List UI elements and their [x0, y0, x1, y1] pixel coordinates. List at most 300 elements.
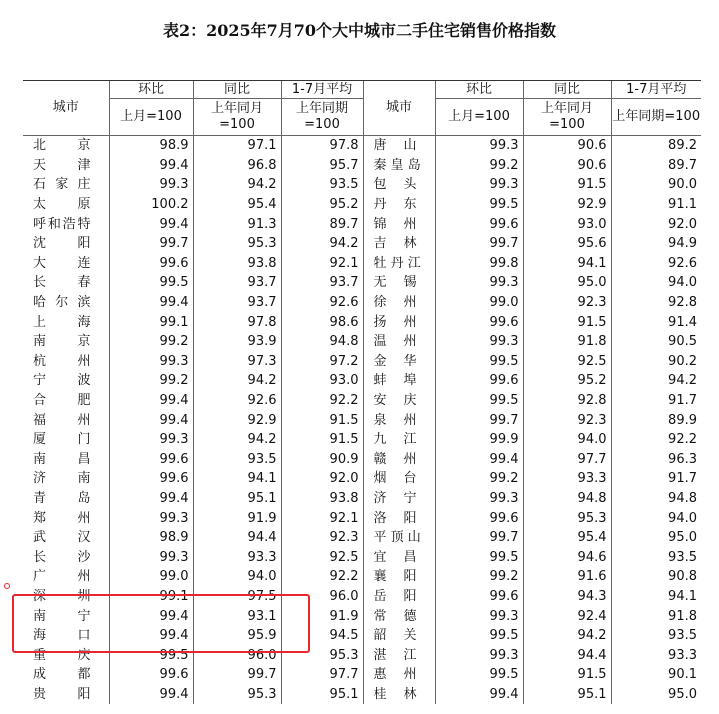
mom-cell: 99.2	[109, 371, 193, 391]
city-cell	[363, 508, 435, 528]
avg-cell: 90.8	[611, 567, 701, 587]
city-name: 无 锡	[373, 275, 417, 291]
yoy-cell: 94.2	[193, 371, 281, 391]
city-cell	[363, 547, 435, 567]
city-name: 平 顶 山	[373, 530, 421, 546]
yoy-cell: 97.3	[193, 352, 281, 372]
mom-cell: 99.6	[435, 312, 523, 332]
yoy-header-right: 同比	[523, 81, 611, 99]
city-cell	[363, 234, 435, 254]
city-name: 合 肥	[33, 393, 91, 409]
avg-cell: 92.6	[611, 254, 701, 274]
yoy-cell: 94.4	[193, 528, 281, 548]
avg-cell: 94.2	[611, 371, 701, 391]
avg-cell: 91.7	[611, 469, 701, 489]
highlight-box	[12, 594, 310, 653]
mom-cell: 99.3	[435, 136, 523, 156]
avg-cell: 89.7	[281, 214, 363, 234]
avg-cell: 94.0	[611, 273, 701, 293]
city-cell	[363, 391, 435, 411]
mom-cell: 99.6	[109, 450, 193, 470]
mom-cell: 99.8	[435, 254, 523, 274]
city-name: 贵 阳	[33, 686, 91, 702]
city-cell	[363, 312, 435, 332]
yoy-cell: 97.1	[193, 136, 281, 156]
avg-cell: 90.9	[281, 450, 363, 470]
yoy-base-right: 上年同月=100	[523, 99, 611, 136]
mom-cell: 99.6	[109, 254, 193, 274]
city-cell	[363, 352, 435, 372]
city-name: 宁 波	[33, 373, 91, 389]
avg-cell: 95.0	[611, 528, 701, 548]
yoy-base-left: 上年同月=100	[193, 99, 281, 136]
mom-cell: 100.2	[109, 195, 193, 215]
mom-cell: 99.2	[435, 469, 523, 489]
city-name: 桂 林	[373, 686, 417, 702]
city-name: 温 州	[373, 334, 417, 350]
city-name: 福 州	[33, 412, 91, 428]
city-header-right: 城市	[363, 81, 435, 136]
mom-cell: 99.6	[435, 371, 523, 391]
yoy-cell: 93.7	[193, 273, 281, 293]
table-row	[23, 450, 701, 470]
mom-cell: 99.5	[435, 391, 523, 411]
avg-cell: 94.8	[281, 332, 363, 352]
city-name: 吉 林	[373, 236, 417, 252]
mom-cell: 99.7	[435, 234, 523, 254]
table-row	[23, 410, 701, 430]
city-cell	[363, 175, 435, 195]
yoy-cell: 92.9	[523, 195, 611, 215]
city-name: 济 宁	[373, 490, 417, 506]
yoy-cell: 95.3	[193, 685, 281, 705]
table-row	[23, 332, 701, 352]
yoy-cell: 97.8	[193, 312, 281, 332]
yoy-cell: 95.6	[523, 234, 611, 254]
avg-cell: 90.2	[611, 352, 701, 372]
avg-cell: 97.8	[281, 136, 363, 156]
avg-cell: 95.0	[611, 685, 701, 705]
city-name: 丹 东	[373, 197, 417, 213]
avg-cell: 94.1	[611, 587, 701, 607]
city-cell	[23, 371, 109, 391]
yoy-cell: 95.4	[193, 195, 281, 215]
yoy-cell: 93.0	[523, 214, 611, 234]
city-cell	[363, 626, 435, 646]
avg-cell: 96.3	[611, 450, 701, 470]
city-cell	[23, 293, 109, 313]
yoy-cell: 91.3	[193, 214, 281, 234]
mom-cell: 99.3	[109, 175, 193, 195]
avg-cell: 92.5	[281, 547, 363, 567]
mom-cell: 99.3	[435, 273, 523, 293]
city-cell	[363, 332, 435, 352]
mom-cell: 99.3	[109, 352, 193, 372]
yoy-cell: 95.0	[523, 273, 611, 293]
city-name: 成 都	[33, 667, 91, 683]
city-name: 南 宁	[33, 608, 91, 624]
mom-header-right: 环比	[435, 81, 523, 99]
city-name: 牡 丹 江	[373, 255, 421, 271]
city-name: 长 沙	[33, 549, 91, 565]
city-name: 哈 尔 滨	[33, 295, 91, 311]
table-row	[23, 567, 701, 587]
mom-cell: 99.5	[435, 195, 523, 215]
yoy-cell: 92.4	[523, 606, 611, 626]
city-name: 常 德	[373, 608, 417, 624]
yoy-cell: 92.9	[193, 410, 281, 430]
avg-cell: 90.5	[611, 332, 701, 352]
avg-cell: 94.5	[281, 626, 363, 646]
city-cell	[23, 352, 109, 372]
avg-cell: 91.5	[281, 410, 363, 430]
city-cell	[23, 685, 109, 705]
city-name: 厦 门	[33, 432, 91, 448]
avg-cell: 95.2	[281, 195, 363, 215]
yoy-cell: 90.6	[523, 156, 611, 176]
city-cell	[363, 665, 435, 685]
avg-cell: 92.3	[281, 528, 363, 548]
avg-cell: 97.7	[281, 665, 363, 685]
mom-cell: 99.7	[435, 410, 523, 430]
mom-cell: 99.4	[109, 685, 193, 705]
city-name: 太 原	[33, 197, 91, 213]
yoy-cell: 94.2	[193, 430, 281, 450]
avg-cell: 93.5	[281, 175, 363, 195]
avg-base-left: 上年同期=100	[281, 99, 363, 136]
yoy-cell: 93.8	[193, 254, 281, 274]
city-cell	[363, 528, 435, 548]
mom-header-left: 环比	[109, 81, 193, 99]
avg-cell: 94.8	[611, 489, 701, 509]
city-cell	[23, 547, 109, 567]
mom-cell: 99.2	[435, 567, 523, 587]
avg-cell: 92.0	[611, 214, 701, 234]
yoy-cell: 93.7	[193, 293, 281, 313]
marker-dot	[4, 583, 10, 589]
avg-cell: 90.1	[611, 665, 701, 685]
mom-cell: 99.4	[109, 391, 193, 411]
city-name: 广 州	[33, 569, 91, 585]
mom-cell: 99.4	[109, 410, 193, 430]
city-name: 海 口	[33, 628, 91, 644]
city-cell	[23, 254, 109, 274]
city-name: 杭 州	[33, 353, 91, 369]
city-cell	[23, 175, 109, 195]
table-row	[23, 312, 701, 332]
avg-cell: 90.0	[611, 175, 701, 195]
avg-cell: 93.7	[281, 273, 363, 293]
city-cell	[363, 606, 435, 626]
avg-cell: 98.6	[281, 312, 363, 332]
mom-cell: 99.3	[435, 332, 523, 352]
city-cell	[23, 391, 109, 411]
city-cell	[363, 293, 435, 313]
table-row	[23, 665, 701, 685]
avg-cell: 93.5	[611, 547, 701, 567]
mom-cell: 99.0	[109, 567, 193, 587]
city-cell	[23, 312, 109, 332]
mom-cell: 99.6	[435, 508, 523, 528]
city-cell	[23, 508, 109, 528]
yoy-cell: 95.1	[193, 489, 281, 509]
city-cell	[363, 254, 435, 274]
yoy-cell: 91.9	[193, 508, 281, 528]
city-cell	[363, 489, 435, 509]
mom-cell: 99.5	[435, 352, 523, 372]
city-name: 南 昌	[33, 451, 91, 467]
yoy-cell: 91.5	[523, 665, 611, 685]
city-name: 青 岛	[33, 490, 91, 506]
mom-cell: 98.9	[109, 528, 193, 548]
avg-cell: 95.3	[281, 645, 363, 665]
city-name: 天 津	[33, 157, 91, 173]
avg-cell: 93.8	[281, 489, 363, 509]
avg-cell: 92.8	[611, 293, 701, 313]
city-cell	[363, 587, 435, 607]
table-title: 表2：2025年7月70个大中城市二手住宅销售价格指数	[162, 21, 557, 40]
mom-cell: 99.3	[435, 645, 523, 665]
city-name: 石 家 庄	[33, 177, 91, 193]
city-name: 重 庆	[33, 647, 91, 663]
mom-cell: 99.3	[109, 430, 193, 450]
city-name: 韶 关	[373, 628, 417, 644]
city-cell	[23, 665, 109, 685]
table-row	[23, 156, 701, 176]
table-row	[23, 175, 701, 195]
yoy-cell: 93.5	[193, 450, 281, 470]
mom-cell: 99.6	[109, 665, 193, 685]
yoy-cell: 94.6	[523, 547, 611, 567]
mom-cell: 99.2	[109, 332, 193, 352]
yoy-cell: 90.6	[523, 136, 611, 156]
city-name: 北 京	[33, 138, 91, 154]
yoy-cell: 97.7	[523, 450, 611, 470]
yoy-cell: 95.1	[523, 685, 611, 705]
yoy-cell: 91.8	[523, 332, 611, 352]
table-row	[23, 391, 701, 411]
avg-cell: 92.1	[281, 254, 363, 274]
table-row	[23, 136, 701, 156]
yoy-cell: 97.5	[193, 587, 281, 607]
yoy-header-left: 同比	[193, 81, 281, 99]
city-cell	[363, 410, 435, 430]
avg-cell: 91.1	[611, 195, 701, 215]
city-name: 九 江	[373, 432, 417, 448]
city-name: 深 圳	[33, 588, 91, 604]
mom-cell: 99.0	[435, 293, 523, 313]
city-cell	[363, 685, 435, 705]
table-row	[23, 254, 701, 274]
yoy-cell: 93.3	[523, 469, 611, 489]
city-cell	[363, 371, 435, 391]
avg-cell: 91.5	[281, 430, 363, 450]
city-cell	[23, 136, 109, 156]
city-name: 安 庆	[373, 393, 417, 409]
city-name: 南 京	[33, 334, 91, 350]
yoy-cell: 96.8	[193, 156, 281, 176]
city-name: 宜 昌	[373, 549, 417, 565]
mom-cell: 99.5	[109, 273, 193, 293]
city-name: 赣 州	[373, 451, 417, 467]
yoy-cell: 91.6	[523, 567, 611, 587]
mom-cell: 99.5	[435, 665, 523, 685]
city-name: 金 华	[373, 353, 417, 369]
yoy-cell: 94.3	[523, 587, 611, 607]
table-row	[23, 234, 701, 254]
yoy-cell: 94.2	[193, 175, 281, 195]
mom-cell: 99.4	[435, 450, 523, 470]
yoy-cell: 99.7	[193, 665, 281, 685]
yoy-cell: 95.2	[523, 371, 611, 391]
avg-cell: 89.7	[611, 156, 701, 176]
city-name: 包 头	[373, 177, 417, 193]
city-cell	[23, 332, 109, 352]
city-cell	[23, 410, 109, 430]
mom-cell: 99.4	[109, 606, 193, 626]
avg-cell: 89.9	[611, 410, 701, 430]
table-row	[23, 273, 701, 293]
yoy-cell: 95.3	[523, 508, 611, 528]
yoy-cell: 95.9	[193, 626, 281, 646]
yoy-cell: 94.8	[523, 489, 611, 509]
table-row	[23, 547, 701, 567]
avg-cell: 94.0	[611, 508, 701, 528]
avg-cell: 91.9	[281, 606, 363, 626]
mom-cell: 99.5	[435, 547, 523, 567]
mom-cell: 99.4	[109, 489, 193, 509]
mom-cell: 99.6	[109, 469, 193, 489]
avg-cell: 91.8	[611, 606, 701, 626]
city-cell	[363, 645, 435, 665]
table-row	[23, 214, 701, 234]
city-name: 烟 台	[373, 471, 417, 487]
city-name: 唐 山	[373, 138, 417, 154]
city-header-left: 城市	[23, 81, 109, 136]
yoy-cell: 94.0	[193, 567, 281, 587]
avg-cell: 93.0	[281, 371, 363, 391]
avg-cell: 92.0	[281, 469, 363, 489]
table-row	[23, 195, 701, 215]
mom-base-left: 上月=100	[109, 99, 193, 136]
avg-cell: 97.2	[281, 352, 363, 372]
avg-cell: 94.2	[281, 234, 363, 254]
city-cell	[363, 214, 435, 234]
table-row	[23, 489, 701, 509]
city-name: 大 连	[33, 255, 91, 271]
avg-cell: 95.1	[281, 685, 363, 705]
city-name: 呼和浩特	[33, 216, 91, 232]
city-cell	[23, 567, 109, 587]
mom-cell: 99.6	[435, 587, 523, 607]
yoy-cell: 92.5	[523, 352, 611, 372]
avg-base-right: 上年同期=100	[611, 99, 701, 136]
city-name: 锦 州	[373, 216, 417, 232]
avg-header-right: 1-7月平均	[611, 81, 701, 99]
table-row	[23, 685, 701, 705]
yoy-cell: 96.0	[193, 645, 281, 665]
yoy-cell: 92.3	[523, 293, 611, 313]
avg-cell: 92.1	[281, 508, 363, 528]
yoy-cell: 94.0	[523, 430, 611, 450]
mom-cell: 99.3	[435, 175, 523, 195]
avg-cell: 95.7	[281, 156, 363, 176]
city-cell	[23, 469, 109, 489]
avg-cell: 94.9	[611, 234, 701, 254]
city-name: 武 汉	[33, 530, 91, 546]
yoy-cell: 95.3	[193, 234, 281, 254]
yoy-cell: 93.3	[193, 547, 281, 567]
city-cell	[363, 136, 435, 156]
city-cell	[23, 234, 109, 254]
table-row	[23, 293, 701, 313]
mom-cell: 99.4	[109, 214, 193, 234]
mom-cell: 99.1	[109, 312, 193, 332]
city-cell	[23, 273, 109, 293]
city-name: 泉 州	[373, 412, 417, 428]
city-name: 岳 阳	[373, 588, 417, 604]
yoy-cell: 92.6	[193, 391, 281, 411]
avg-cell: 93.5	[611, 626, 701, 646]
yoy-cell: 92.8	[523, 391, 611, 411]
mom-cell: 99.1	[109, 587, 193, 607]
city-cell	[23, 430, 109, 450]
mom-cell: 99.5	[109, 645, 193, 665]
city-name: 洛 阳	[373, 510, 417, 526]
city-cell	[363, 450, 435, 470]
avg-cell: 92.2	[611, 430, 701, 450]
city-name: 济 南	[33, 471, 91, 487]
city-name: 秦 皇 岛	[373, 157, 421, 173]
yoy-cell: 94.4	[523, 645, 611, 665]
mom-cell: 99.9	[435, 430, 523, 450]
mom-cell: 99.4	[109, 293, 193, 313]
city-name: 上 海	[33, 314, 91, 330]
avg-cell: 89.2	[611, 136, 701, 156]
yoy-cell: 94.1	[193, 469, 281, 489]
yoy-cell: 91.5	[523, 175, 611, 195]
avg-cell: 96.0	[281, 587, 363, 607]
avg-cell: 92.6	[281, 293, 363, 313]
table-row	[23, 430, 701, 450]
mom-cell: 99.7	[109, 234, 193, 254]
mom-cell: 99.4	[435, 685, 523, 705]
city-cell	[363, 430, 435, 450]
mom-base-right: 上月=100	[435, 99, 523, 136]
table-row	[23, 371, 701, 391]
city-cell	[23, 214, 109, 234]
yoy-cell: 94.2	[523, 626, 611, 646]
table-row	[23, 352, 701, 372]
yoy-cell: 93.9	[193, 332, 281, 352]
mom-cell: 99.4	[109, 626, 193, 646]
yoy-cell: 95.4	[523, 528, 611, 548]
city-name: 长 春	[33, 275, 91, 291]
avg-cell: 92.2	[281, 567, 363, 587]
city-name: 惠 州	[373, 667, 417, 683]
yoy-cell: 94.1	[523, 254, 611, 274]
city-cell	[363, 156, 435, 176]
city-cell	[23, 528, 109, 548]
mom-cell: 99.4	[109, 156, 193, 176]
city-cell	[363, 469, 435, 489]
yoy-cell: 93.1	[193, 606, 281, 626]
city-name: 湛 江	[373, 647, 417, 663]
city-name: 襄 阳	[373, 569, 417, 585]
avg-cell: 91.7	[611, 391, 701, 411]
table-row	[23, 508, 701, 528]
mom-cell: 99.3	[109, 508, 193, 528]
